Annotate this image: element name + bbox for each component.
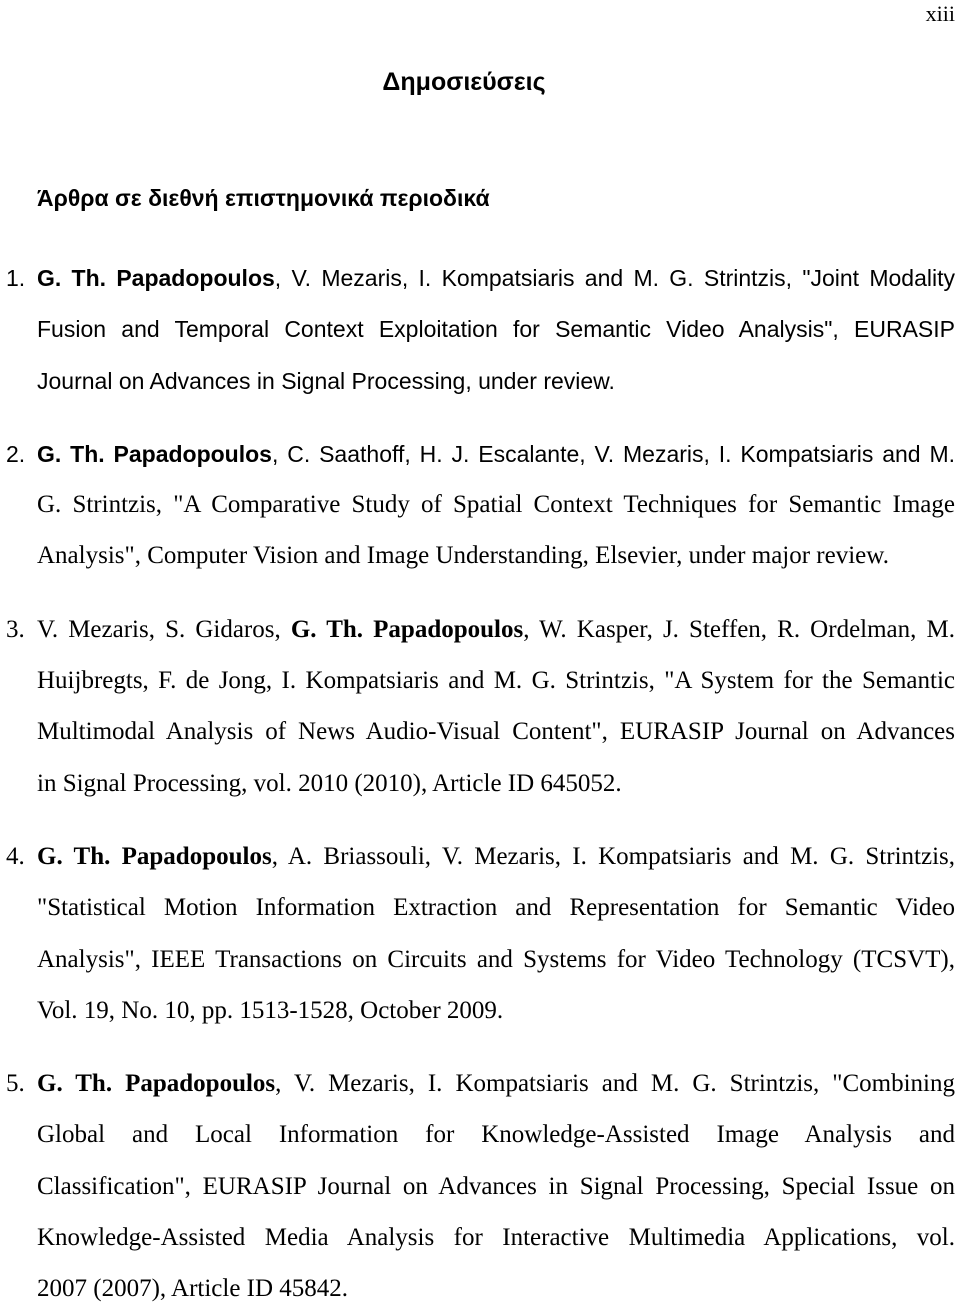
citation-line: Classification", EURASIP Journal on Advances in Signal Processing, Special Issue on bbox=[37, 1172, 955, 1200]
citation-line: Huijbregts, F. de Jong, I. Kompatsiaris and M. G. Strintzis, "A System for the Semantic bbox=[37, 667, 955, 695]
citation-line: Fusion and Temporal Context Exploitation for Semantic Video Analysis", EURASIP bbox=[37, 316, 955, 343]
citation-text: V. Mezaris, S. Gidaros, bbox=[37, 615, 291, 643]
citation-line: Multimodal Analysis of News Audio-Visual Content", EURASIP Journal on Advances bbox=[37, 718, 955, 746]
citation-line: Vol. 19, No. 10, pp. 1513-1528, October 2009. bbox=[37, 996, 504, 1024]
highlighted-author: G. Th. Papadopoulos bbox=[37, 1070, 276, 1098]
citation-line: "Statistical Motion Information Extraction and Representation for Semantic Video bbox=[37, 894, 955, 922]
citation-line: Analysis", Computer Vision and Image Understanding, Elsevier, under major review. bbox=[37, 542, 889, 570]
citation-line: G. Strintzis, "A Comparative Study of Spatial Context Techniques for Semantic Image bbox=[37, 491, 955, 519]
publication-number: 4. bbox=[6, 842, 25, 870]
publication-item bbox=[0, 263, 960, 396]
highlighted-author: G. Th. Papadopoulos bbox=[37, 265, 275, 291]
citation-line: in Signal Processing, vol. 2010 (2010), Article ID 645052. bbox=[37, 769, 622, 797]
publication-list bbox=[0, 263, 960, 1304]
citation-line bbox=[37, 439, 955, 469]
citation-line: Journal on Advances in Signal Processing, under review. bbox=[37, 367, 615, 394]
publication-number: 5. bbox=[6, 1070, 25, 1098]
citation-text: , C. Saathoff, H. J. Escalante, V. Mezaris, I. Kompatsiaris and M. bbox=[271, 440, 956, 467]
citation-line bbox=[37, 263, 955, 293]
section-heading: Άρθρα σε διεθνή επιστημονικά περιοδικά bbox=[37, 185, 490, 211]
page-title: Δημοσιεύσεις bbox=[382, 68, 546, 96]
publication-number: 3. bbox=[6, 615, 25, 643]
citation-text: , V. Mezaris, I. Kompatsiaris and M. G. Strintzis, "Joint Modality bbox=[274, 265, 955, 291]
publication-item bbox=[0, 842, 960, 1026]
publication-item bbox=[0, 1069, 960, 1304]
citation-line: Analysis", IEEE Transactions on Circuits and Systems for Video Technology (TCSVT), bbox=[37, 945, 955, 973]
citation-text: , V. Mezaris, I. Kompatsiaris and M. G. Strintzis, "Combining bbox=[275, 1070, 955, 1098]
publication-item bbox=[0, 615, 960, 799]
citation-line: 2007 (2007), Article ID 45842. bbox=[37, 1275, 349, 1303]
highlighted-author: G. Th. Papadopoulos bbox=[37, 842, 272, 870]
citation-text: , W. Kasper, J. Steffen, R. Ordelman, M. bbox=[523, 615, 955, 643]
publication-number: 2. bbox=[6, 440, 26, 467]
citation-line: Knowledge-Assisted Media Analysis for Interactive Multimedia Applications, vol. bbox=[37, 1224, 955, 1252]
citation-line bbox=[37, 1069, 955, 1099]
highlighted-author: G. Th. Papadopoulos bbox=[37, 440, 272, 467]
page-number: xiii bbox=[925, 1, 955, 26]
publication-number: 1. bbox=[6, 265, 26, 291]
citation-text: , A. Briassouli, V. Mezaris, I. Kompatsiaris and M. G. Strintzis, bbox=[271, 842, 955, 870]
publication-item bbox=[0, 439, 960, 572]
citation-line: Global and Local Information for Knowledge-Assisted Image Analysis and bbox=[37, 1121, 955, 1149]
citation-line bbox=[37, 615, 955, 645]
highlighted-author: G. Th. Papadopoulos bbox=[290, 615, 524, 643]
citation-line bbox=[37, 842, 955, 872]
